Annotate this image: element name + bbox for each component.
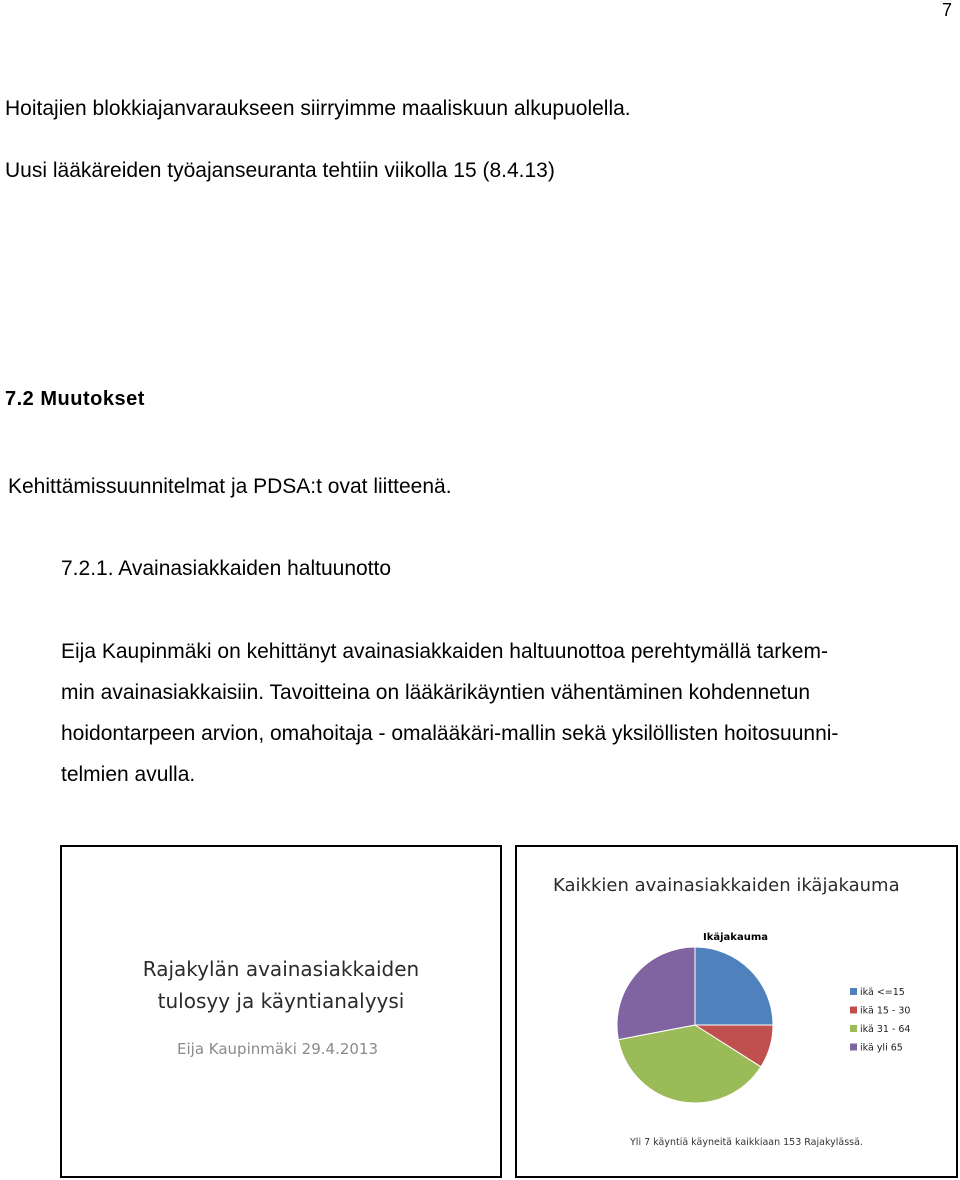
slide-title-line-2: tulosyy ja käyntianalyysi: [157, 989, 405, 1013]
legend-label: ikä 31 - 64: [860, 1024, 911, 1035]
paragraph-line: hoidontarpeen arvion, omahoitaja - omalääkäri-mallin sekä yksilöllisten hoitosuunni-: [61, 722, 839, 745]
attachments-note: Kehittämissuunnitelmat ja PDSA:t ovat liitteenä.: [8, 475, 452, 498]
title-slide-image: [60, 845, 502, 1178]
paragraph-line: Eija Kaupinmäki on kehittänyt avainasiakkaiden haltuunottoa perehtymällä tarkem-: [61, 640, 828, 663]
chart-slide-image: [515, 845, 958, 1178]
pie-slice: [617, 947, 695, 1040]
section-heading: 7.2 Muutokset: [5, 388, 145, 410]
chart-footnote: Yli 7 käyntiä käyneitä kaikkiaan 153 Rajakylässä.: [630, 1137, 863, 1148]
body-paragraph: [61, 631, 951, 795]
legend-swatch: [850, 1007, 857, 1014]
slide-author: Eija Kaupinmäki 29.4.2013: [177, 1040, 379, 1058]
page-number: 7: [941, 0, 952, 20]
pie-slice: [695, 947, 773, 1025]
legend-label: ikä yli 65: [860, 1042, 903, 1054]
legend-label: ikä <=15: [860, 987, 905, 998]
slide-title-line-1: Rajakylän avainasiakkaiden: [142, 957, 420, 981]
paragraph-line: telmien avulla.: [61, 763, 196, 786]
legend-swatch: [850, 988, 857, 995]
intro-line-1: Hoitajien blokkiajanvaraukseen siirryimme maaliskuun alkupuolella.: [5, 97, 631, 120]
legend-label: ikä 15 - 30: [860, 1005, 911, 1017]
intro-line-2: Uusi lääkäreiden työajanseuranta tehtiin viikolla 15 (8.4.13): [5, 159, 555, 182]
subsection-heading: 7.2.1. Avainasiakkaiden haltuunotto: [61, 557, 392, 580]
chart-slide-title: Kaikkien avainasiakkaiden ikäjakauma: [553, 875, 900, 896]
legend-swatch: [850, 1025, 857, 1032]
legend-swatch: [850, 1044, 857, 1051]
pie-chart: [517, 847, 956, 1176]
paragraph-line: min avainasiakkaisiin. Tavoitteina on lääkärikäyntien vähentäminen kohdennetun: [61, 681, 811, 704]
pie-chart-title: Ikäjakauma: [703, 932, 768, 943]
